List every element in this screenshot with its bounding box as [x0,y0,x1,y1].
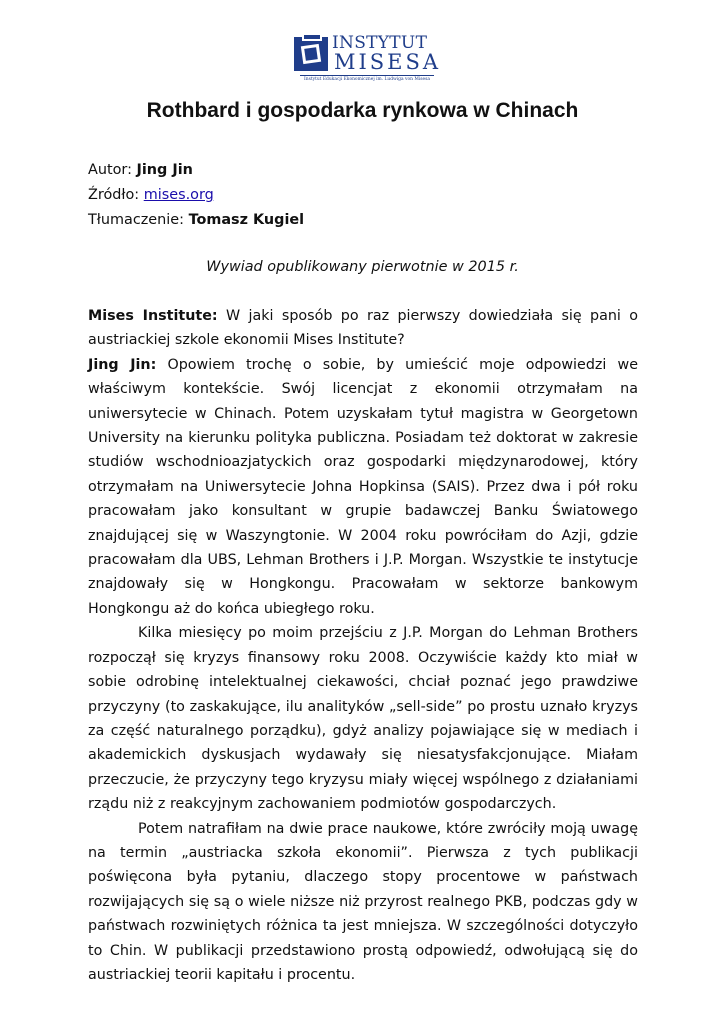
article-body [88,304,638,987]
source-link[interactable]: mises.org [143,187,214,203]
logo-divider [300,75,434,76]
logo-emblem-icon [292,33,332,73]
answer-text: Opowiem trochę o sobie, by umieścić moje odpowiedzi we właściwym kontekście. Swój licencjat z ekonomii otrzymałam na uniwersytecie w Chinach. Potem uzyskałam tytuł magistra w Georgetown University na kierunku polityka publiczna. Posiadam też doktorat w zakresie studiów wschodnioazjatyckich oraz gospodarki międzynarodowej, który otrzymałam na Uniwersytecie Johna Hopkinsa (SAIS). Przez dwa i pół roku pracowałam jako konsultant w grupie badawczej Banku Światowego znajdującej się w Waszyngtonie. W 2004 roku powróciłam do Azji, gdzie pracowałam dla UBS, Lehman Brothers i J.P. Morgan. Wszystkie te instytucje znajdowały się w Hongkongu. Pracowałam w sektorze bankowym Hongkongu aż do końca ubiegłego roku. [88,356,638,617]
translation-label: Tłumaczenie: [88,212,184,228]
article-title: Rothbard i gospodarka rynkowa w Chinach [146,99,579,122]
question-paragraph [88,304,638,353]
question-text: W jaki sposób po raz pierwszy dowiedziała się pani o austriackiej szkole ekonomii Mises Institute? [88,308,639,349]
author-row [88,158,304,183]
logo-text-instytut: INSTYTUT [332,33,428,53]
answer-speaker: Jing Jin: [88,356,157,373]
answer-paragraph [88,353,638,621]
body-paragraph-3: Potem natrafiłam na dwie prace naukowe, które zwróciły moją uwagę na termin „austriacka szkoła ekonomii”. Pierwsza z tych publikacji poświęcona była pytaniu, dlaczego stopy procentowe w państwach rozwijających się są o wiele niższe niż przyrost realnego PKB, podczas gdy w państwach rozwiniętych różnica ta jest mniejsza. W szczególności dotyczyło to Chin. W publikacji przedstawiono prostą odpowiedź, odwołującą się do austriackiej teorii kapitału i procentu. [88,820,638,983]
publication-note: Wywiad opublikowany pierwotnie w 2015 r. [206,259,519,275]
logo-text-misesa: MISESA [334,50,442,74]
author-name: Jing Jin [136,162,193,178]
body-paragraph-2: Kilka miesięcy po moim przejściu z J.P. Morgan do Lehman Brothers rozpoczął się kryzys finansowy roku 2008. Oczywiście każdy kto miał w sobie odrobinę intelektualnej ciekawości, chciał poznać jego prawdziwe przyczyny (to zaskakujące, ilu analityków „sell-side” po prostu uznało kryzys za część naturalnego porządku), gdyż analizy pojawiające się w mediach i akademickich dyskusjach wydawały się niesatysfakcjonujące. Miałam przeczucie, że przyczyny tego kryzysu miały więcej wspólnego z działaniami rządu niż z reakcyjnym zachowaniem podmiotów gospodarczych. [88,625,638,813]
translation-row [88,208,304,233]
question-speaker: Mises Institute: [88,308,218,324]
instytut-misesa-logo [292,30,442,90]
translator-name: Tomasz Kugiel [188,212,305,228]
author-label: Autor: [88,162,132,178]
source-row [88,183,304,208]
article-meta [88,158,304,233]
logo-subtitle: Instytut Edukacji Ekonomicznej im. Ludwiga von Misesa [304,77,430,82]
source-label: Źródło: [88,187,140,203]
